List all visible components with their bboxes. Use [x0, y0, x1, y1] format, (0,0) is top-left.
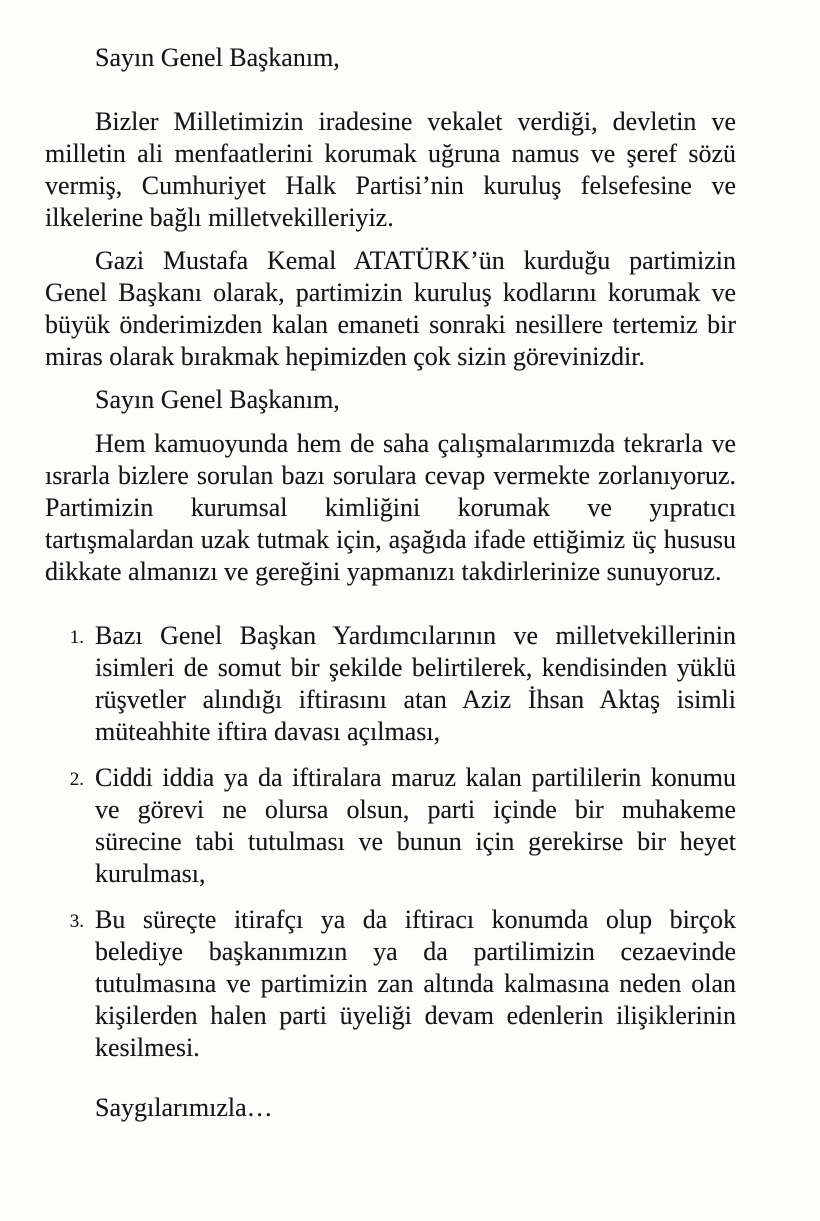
list-item-number: 3. [69, 911, 84, 932]
list-item-text: Ciddi iddia ya da iftiralara maruz kalan partililerin konumu ve görevi ne olursa olsun, parti içinde bir muhakeme sürecine tabi tutulması ve bunun için gerekirse bir heyet kurulması, [95, 763, 736, 888]
salutation-second: Sayın Genel Başkanım, [95, 385, 340, 414]
list-item [45, 904, 736, 1064]
request-list [45, 620, 736, 1064]
list-item-text: Bu süreçte itirafçı ya da iftiracı konumda olup birçok belediye başkanımızın ya da partilimizin cezaevinde tutulmasına ve partimizin zan altında kalmasına neden olan kişilerden halen parti üyeliği devam edenlerin ilişiklerinin kesilmesi. [95, 905, 736, 1062]
list-item-number: 1. [69, 627, 84, 648]
paragraph-ataturk-legacy: Gazi Mustafa Kemal ATATÜRK’ün kurduğu partimizin Genel Başkanı olarak, partimizin kuruluş kodlarını korumak ve büyük önderimizden kalan emaneti sonraki nesillere tertemiz bir miras olarak bırakmak hepimizden çok sizin görevinizdir. [45, 246, 736, 371]
paragraph-oath: Bizler Milletimizin iradesine vekalet verdiği, devletin ve milletin ali menfaatlerini korumak uğruna namus ve şeref sözü vermiş, Cumhuriyet Halk Partisi’nin kuruluş felsefesine ve ilkelerine bağlı milletvekilleriyiz. [45, 107, 736, 232]
list-item-number: 2. [69, 769, 84, 790]
salutation-first: Sayın Genel Başkanım, [95, 43, 340, 72]
list-item [45, 762, 736, 890]
list-item-text: Bazı Genel Başkan Yardımcılarının ve milletvekillerinin isimleri de somut bir şekilde belirtilerek, kendisinden yüklü rüşvetler alındığı iftirasını atan Aziz İhsan Aktaş isimli müteahhite iftira davası açılması, [95, 621, 736, 746]
list-item [45, 620, 736, 748]
paragraph-three-requests-intro: Hem kamuoyunda hem de saha çalışmalarımızda tekrarla ve ısrarla bizlere sorulan bazı sorulara cevap vermekte zorlanıyoruz. Partimizin kurumsal kimliğini korumak ve yıpratıcı tartışmalardan uzak tutmak için, aşağıda ifade ettiğimiz üç hususu dikkate almanızı ve gereğini yapmanızı takdirlerinize sunuyoruz. [45, 429, 736, 586]
closing-regards: Saygılarımızla… [95, 1093, 273, 1122]
